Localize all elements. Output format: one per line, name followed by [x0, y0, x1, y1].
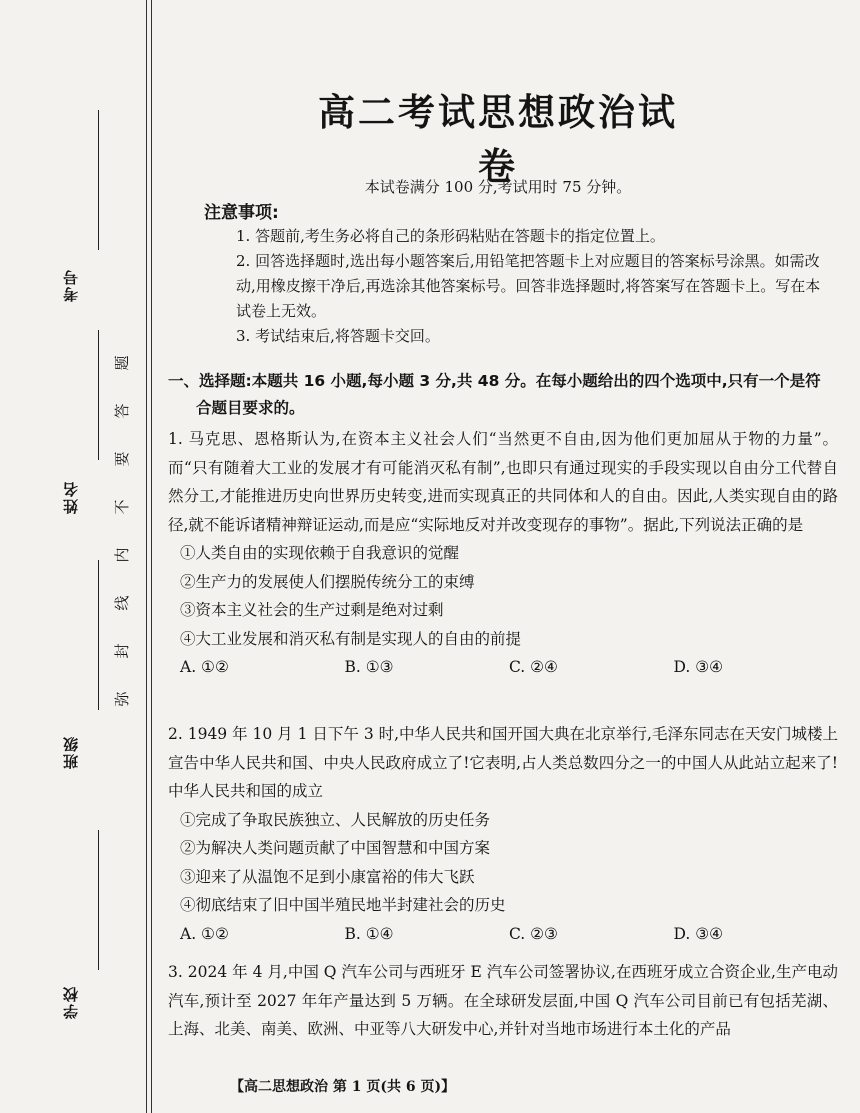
question-2	[168, 720, 838, 948]
seal-char: 题	[113, 355, 131, 371]
choice-d[interactable]: D. ③④	[673, 924, 724, 943]
page-footer: 【高二思想政治 第 1 页(共 6 页)】	[230, 1079, 456, 1095]
name-field[interactable]	[60, 480, 81, 514]
notice-item: 1. 答题前,考生务必将自己的条形码粘贴在答题卡的指定位置上。	[236, 227, 665, 245]
choice-a[interactable]: A. ①②	[180, 658, 229, 676]
statement-option: ②为解决人类问题贡献了中国智慧和中国方案	[180, 839, 491, 857]
choice-c[interactable]: C. ②④	[509, 658, 558, 676]
statement-option: ④彻底结束了旧中国半殖民地半封建社会的历史	[180, 896, 506, 914]
exam-info: 本试卷满分 100 分,考试用时 75 分钟。	[364, 178, 632, 196]
seal-char: 要	[113, 451, 131, 467]
choice-a[interactable]: A. ①②	[180, 924, 229, 943]
seal-char: 答	[113, 403, 131, 419]
notice-list	[204, 224, 824, 349]
statement-option: ①完成了争取民族独立、人民解放的历史任务	[180, 810, 491, 829]
choice-b[interactable]: B. ①④	[344, 924, 394, 943]
notice-item: 3. 考试结束后,将答题卡交回。	[236, 327, 440, 345]
binding-line	[151, 0, 152, 1113]
question-stem: 2. 1949 年 10 月 1 日下午 3 时,中华人民共和国开国大典在北京举行,毛泽东同志在天安门城楼上宣告中华人民共和国、中央人民政府成立了!它表明,占人类总数四分之一的中国人从此站立起来了!中华人民共和国的成立	[168, 725, 838, 800]
school-line	[98, 830, 99, 970]
notice-item: 2. 回答选择题时,选出每小题答案后,用铅笔把答题卡上对应题目的答案标号涂黑。如需改动,用橡皮擦干净后,再选涂其他答案标号。回答非选择题时,将答案写在答题卡上。写在本试卷上无效。	[236, 252, 821, 320]
choice-b[interactable]: B. ①③	[344, 658, 394, 676]
seal-char: 弥	[113, 691, 131, 707]
question-3	[168, 958, 838, 1044]
exam-number-label: 考号	[62, 268, 80, 302]
school-label: 学校	[62, 985, 80, 1019]
seal-char: 封	[113, 643, 131, 659]
class-field[interactable]	[60, 735, 81, 769]
school-field[interactable]	[60, 985, 81, 1019]
section-heading-line: 合题目要求的。	[196, 399, 305, 417]
seal-notice	[114, 355, 130, 707]
notice-heading: 注意事项:	[204, 203, 279, 223]
name-line	[98, 330, 99, 460]
answer-choices	[168, 653, 838, 682]
answer-choices	[168, 920, 838, 949]
statement-option: ④大工业发展和消灭私有制是实现人的自由的前提	[180, 629, 522, 648]
statement-option: ②生产力的发展使人们摆脱传统分工的束缚	[180, 572, 475, 591]
class-label: 班级	[62, 735, 80, 769]
question-stem: 1. 马克思、恩格斯认为,在资本主义社会人们“当然更不自由,因为他们更加屈从于物的力量”。而“只有随着大工业的发展才有可能消灭私有制”,也即只有通过现实的手段实现以自由分工代替自然分工,才能推进历史向世界历史转变,进而实现真正的共同体和人的自由。因此,人类实现自由的路径,就不能诉诸精神辩证运动,而是应“实际地反对并改变现存的事物”。据此,下列说法正确的是	[168, 430, 838, 534]
binding-margin	[0, 0, 150, 1113]
statement-option: ③资本主义社会的生产过剩是绝对过剩	[180, 601, 444, 619]
binding-line	[146, 0, 147, 1113]
exam-number-field[interactable]	[60, 268, 81, 302]
section-heading	[168, 368, 833, 422]
choice-c[interactable]: C. ②③	[509, 924, 558, 943]
question-stem: 3. 2024 年 4 月,中国 Q 汽车公司与西班牙 E 汽车公司签署协议,在西班牙成立合资企业,生产电动汽车,预计至 2027 年年产量达到 5 万辆。在全球研发层面,中国 Q 汽车公司目前已有包括芜湖、上海、北美、南美、欧洲、中亚等八大研发中心,并针对当地市场进行本土化的产品	[168, 963, 838, 1038]
statement-option: ③迎来了从温饱不足到小康富裕的伟大飞跃	[180, 867, 475, 886]
class-line	[98, 560, 99, 710]
seal-char: 内	[113, 547, 131, 563]
page-title: 高二考试思想政治试卷	[318, 91, 678, 188]
statement-option: ①人类自由的实现依赖于自我意识的觉醒	[180, 544, 460, 562]
seal-char: 不	[113, 499, 131, 515]
section-heading-line: 一、选择题:本题共 16 小题,每小题 3 分,共 48 分。在每小题给出的四个选项中,只有一个是符	[168, 372, 821, 390]
seal-char: 线	[113, 595, 131, 611]
exam-number-line	[98, 110, 99, 250]
choice-d[interactable]: D. ③④	[673, 658, 724, 676]
question-1	[168, 425, 838, 682]
name-label: 姓名	[62, 480, 80, 514]
